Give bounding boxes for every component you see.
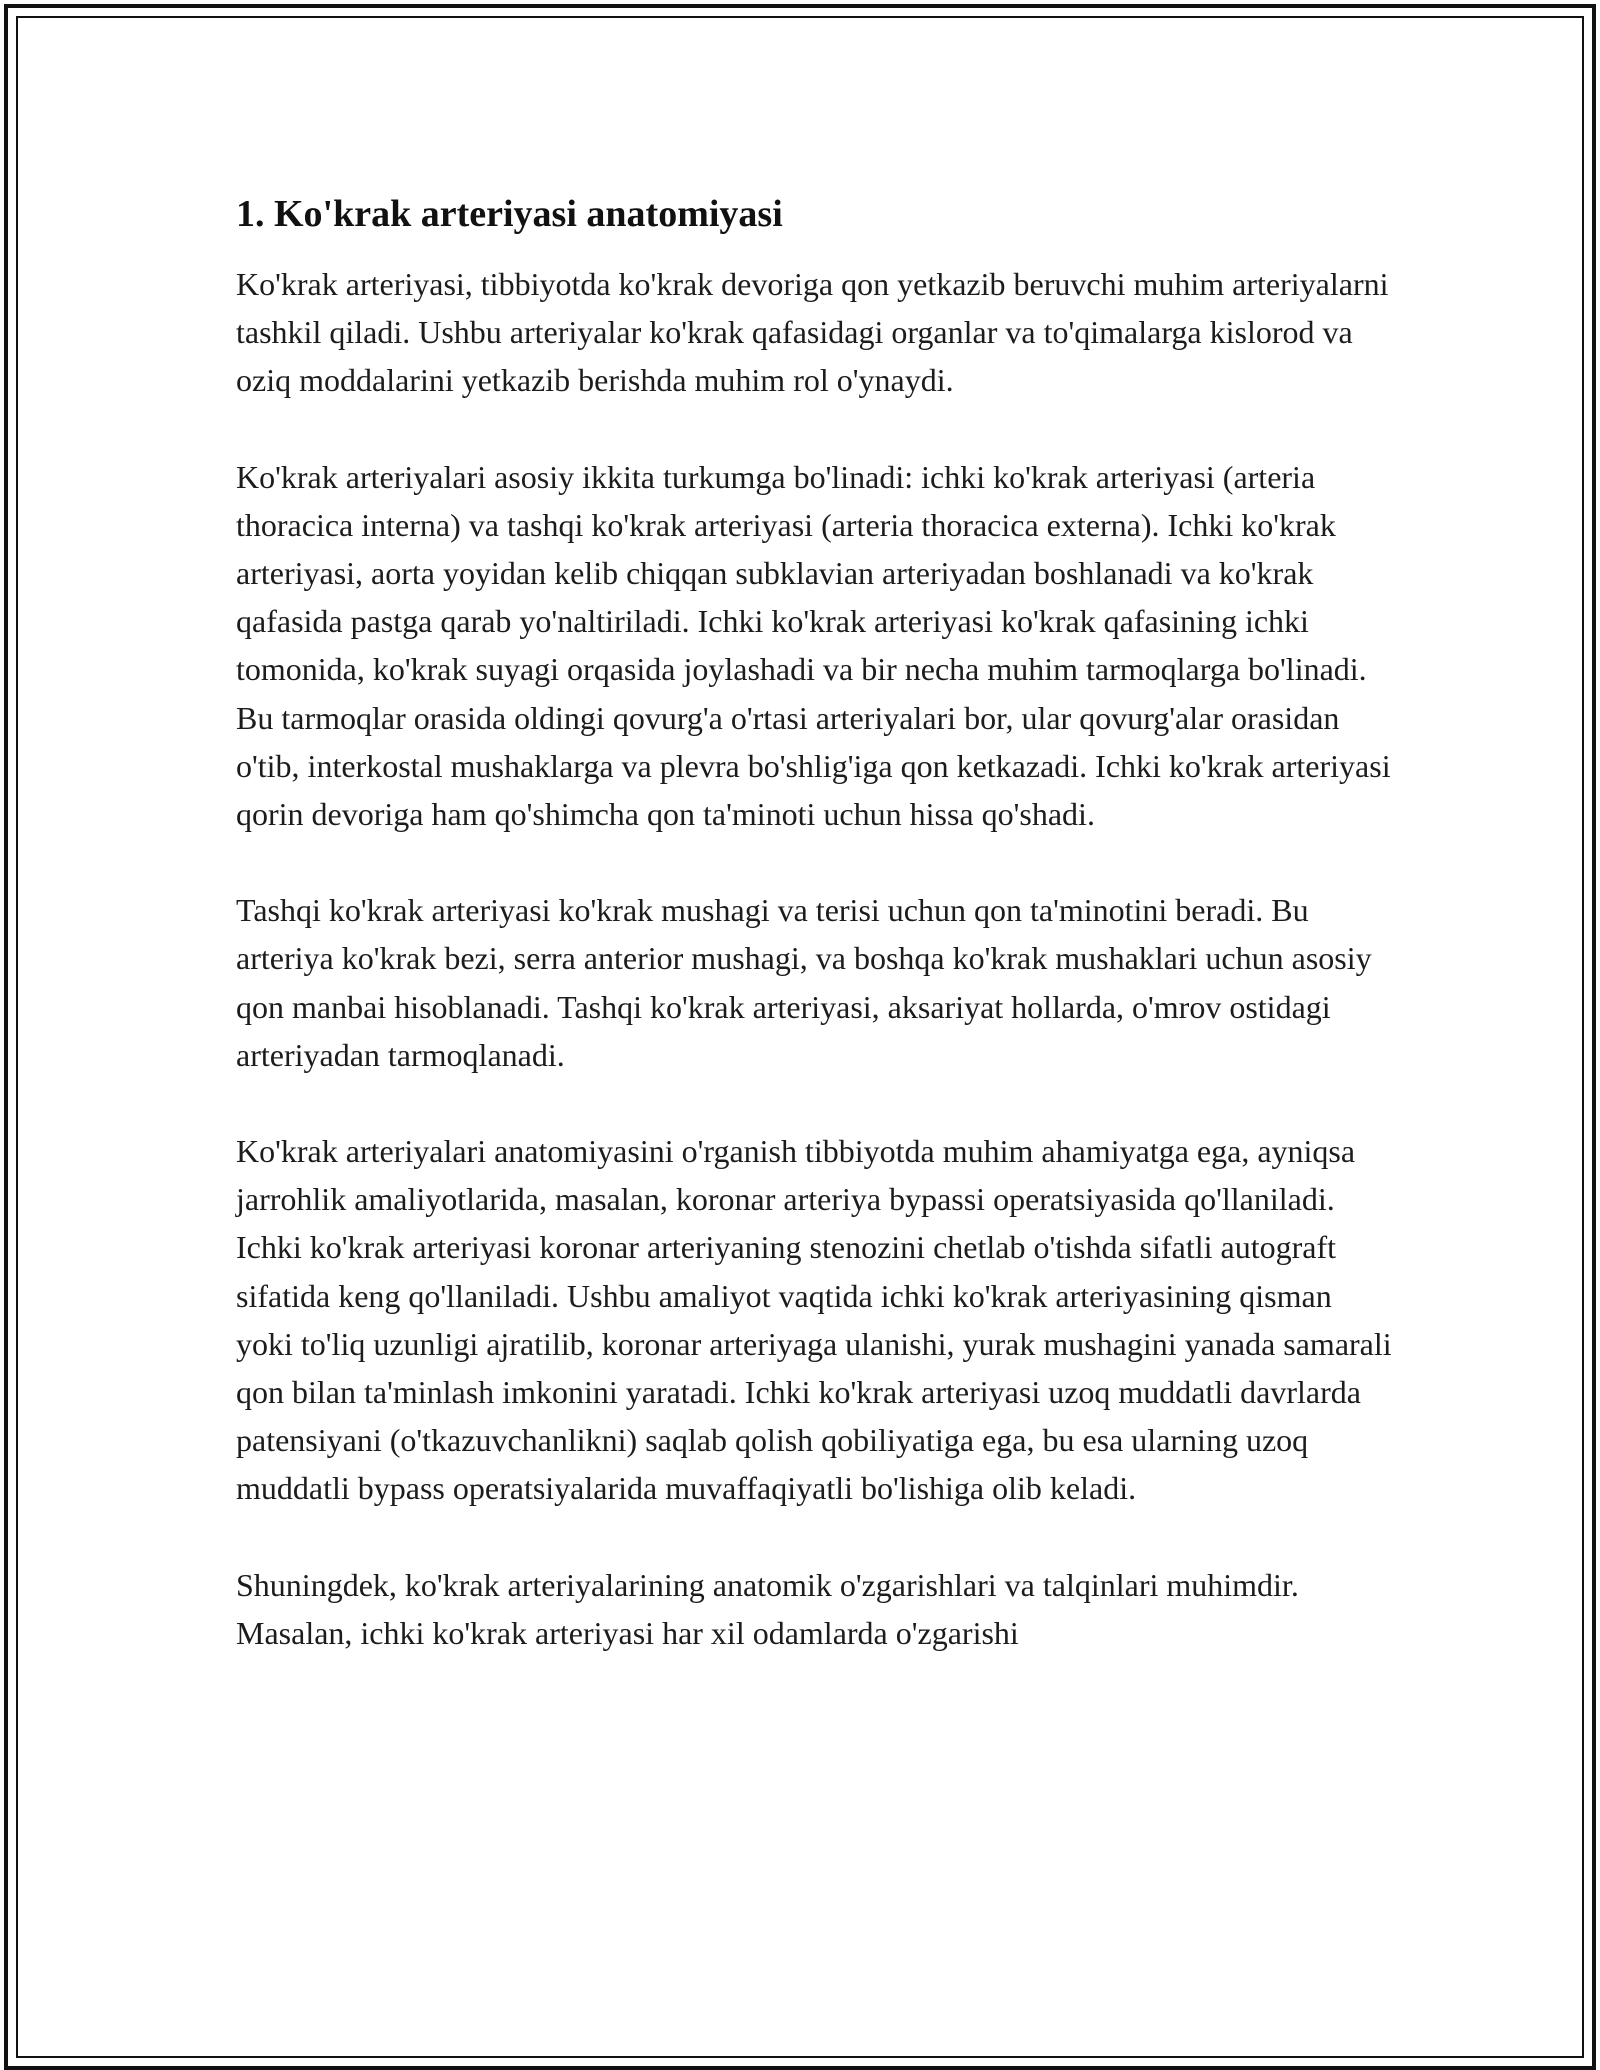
section-heading: 1. Ko'krak arteriyasi anatomiyasi: [236, 193, 783, 235]
paragraph-external-artery: Tashqi ko'krak arteriyasi ko'krak mushagi va terisi uchun qon ta'minotini beradi. Bu arteriya ko'krak bezi, serra anterior mushagi, va boshqa ko'krak mushaklari uchun asosiy qon manbai hisoblanadi. Tashqi ko'krak arteriyasi, aksariyat hollarda, o'mrov ostidagi arteriyadan tarmoqlanadi.: [236, 892, 1372, 1073]
document-body: [236, 186, 1396, 1705]
paragraph-intro: Ko'krak arteriyasi, tibbiyotda ko'krak devoriga qon yetkazib beruvchi muhim arteriyalarni tashkil qiladi. Ushbu arteriyalar ko'krak qafasidagi organlar va to'qimalarga kislorod va oziq moddalarini yetkazib berishda muhim rol o'ynaydi.: [236, 266, 1389, 399]
paragraph-variations: Shuningdek, ko'krak arteriyalarining anatomik o'zgarishlari va talqinlari muhimdir. Masalan, ichki ko'krak arteriyasi har xil odamlarda o'zgarishi: [236, 1566, 1299, 1651]
paragraph-surgical-use: Ko'krak arteriyalari anatomiyasini o'rganish tibbiyotda muhim ahamiyatga ega, ayniqsa jarrohlik amaliyotlarida, masalan, koronar arteriya bypassi operatsiyasida qo'llaniladi. Ichki ko'krak arteriyasi koronar arteriyaning stenozini chetlab o'tishda sifatli autograft sifatida keng qo'llaniladi. Ushbu amaliyot vaqtida ichki ko'krak arteriyasining qisman yoki to'liq uzunligi ajratilib, koronar arteriyaga ulanishi, yurak mushagini yanada samarali qon bilan ta'minlash imkonini yaratadi. Ichki ko'krak arteriyasi uzoq muddatli davrlarda patensiyani (o'tkazuvchanlikni) saqlab qolish qobiliyatiga ega, bu esa ularning uzoq muddatli bypass operatsiyalarida muvaffaqiyatli bo'lishiga olib keladi.: [236, 1133, 1392, 1507]
paragraph-types: Ko'krak arteriyalari asosiy ikkita turkumga bo'linadi: ichki ko'krak arteriyasi (arteria thoracica interna) va tashqi ko'krak arteriyasi (arteria thoracica externa). Ichki ko'krak arteriyasi, aorta yoyidan kelib chiqqan subklavian arteriyadan boshlanadi va ko'krak qafasida pastga qarab yo'naltiriladi. Ichki ko'krak arteriyasi ko'krak qafasining ichki tomonida, ko'krak suyagi orqasida joylashadi va bir necha muhim tarmoqlarga bo'linadi. Bu tarmoqlar orasida oldingi qovurg'a o'rtasi arteriyalari bor, ular qovurg'alar orasidan o'tib, interkostal mushaklarga va plevra bo'shlig'iga qon ketkazadi. Ichki ko'krak arteriyasi qorin devoriga ham qo'shimcha qon ta'minoti uchun hissa qo'shadi.: [236, 458, 1391, 833]
